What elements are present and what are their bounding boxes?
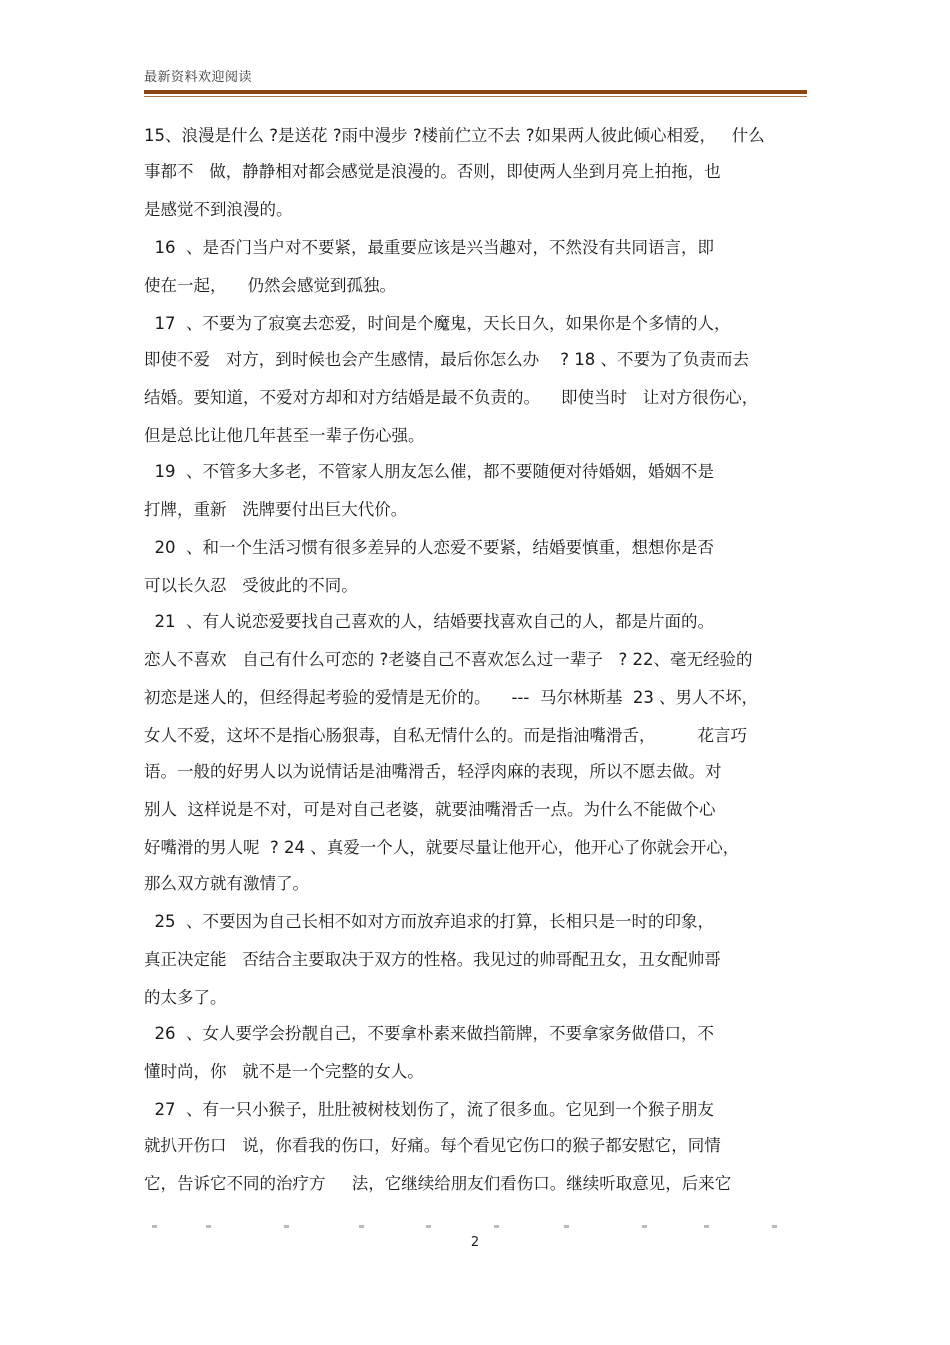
text-line: 19 、不管多大多老，不管家人朋友怎么催，都不要随便对待婚姻，婚姻不是 xyxy=(144,462,714,481)
text-line: 它，告诉它不同的治疗方 法，它继续给朋友们看伤口。继续听取意见，后来它 xyxy=(144,1174,732,1193)
text-line: 别人 这样说是不对，可是对自己老婆，就要油嘴滑舌一点。为什么不能做个心 xyxy=(144,800,716,819)
text-line: 就扒开伤口 说，你看我的伤口，好痛。每个看见它伤口的猴子都安慰它，同情 xyxy=(144,1136,721,1155)
text-line: 语。一般的好男人以为说情话是油嘴滑舌，轻浮肉麻的表现，所以不愿去做。对 xyxy=(144,762,722,781)
text-line: 事都不 做，静静相对都会感觉是浪漫的。否则，即使两人坐到月亮上拍拖，也 xyxy=(144,162,721,181)
text-line: 初恋是迷人的，但经得起考验的爱情是无价的。 --- 马尔林斯基 23 、男人不坏， xyxy=(144,688,759,707)
text-line: 使在一起， 仍然会感觉到孤独。 xyxy=(144,276,396,295)
header-divider-thin xyxy=(144,96,807,97)
text-line: 25 、不要因为自己长相不如对方而放弃追求的打算，长相只是一时的印象， xyxy=(144,912,714,931)
text-line: 好嘴滑的男人呢 ? 24 、真爱一个人，就要尽量让他开心，他开心了你就会开心， xyxy=(144,838,740,857)
header-divider xyxy=(144,90,807,94)
text-line: 恋人不喜欢 自己有什么可恋的 ?老婆自己不喜欢怎么过一辈子 ? 22、毫无经验的 xyxy=(144,650,753,669)
text-line: 20 、和一个生活习惯有很多差异的人恋爱不要紧，结婚要慎重，想想你是否 xyxy=(144,538,714,557)
page-header-title: 最新资料欢迎阅读 xyxy=(144,70,253,85)
page-number: 2 xyxy=(470,1235,480,1250)
text-line: 那么双方就有激情了。 xyxy=(144,874,309,893)
text-line: 真正决定能 否结合主要取决于双方的性格。我见过的帅哥配丑女，丑女配帅哥 xyxy=(144,950,721,969)
text-line: 16 、是否门当户对不要紧，最重要应该是兴当趣对，不然没有共同语言，即 xyxy=(144,238,714,257)
text-line: 但是总比让他几年甚至一辈子伤心强。 xyxy=(144,426,425,445)
text-line: 21 、有人说恋爱要找自己喜欢的人，结婚要找喜欢自己的人，都是片面的。 xyxy=(144,612,714,631)
text-line: 的太多了。 xyxy=(144,988,227,1007)
text-line: 26 、女人要学会扮靓自己，不要拿朴素来做挡箭牌，不要拿家务做借口，不 xyxy=(144,1024,714,1043)
text-line: 结婚。要知道，不爱对方却和对方结婚是最不负责的。 即使当时 让对方很伤心， xyxy=(144,388,759,407)
text-line: 女人不爱，这坏不是指心肠狠毒，自私无情什么的。而是指油嘴滑舌， 花言巧 xyxy=(144,726,747,745)
text-line: 27 、有一只小猴子，肚肚被树枝划伤了，流了很多血。它见到一个猴子朋友 xyxy=(144,1100,714,1119)
text-line: 打牌，重新 洗牌要付出巨大代价。 xyxy=(144,500,408,519)
text-line: 即使不爱 对方，到时候也会产生感情，最后你怎么办 ? 18 、不要为了负责而去 xyxy=(144,350,749,369)
text-line: 17 、不要为了寂寞去恋爱，时间是个魔鬼，天长日久，如果你是个多情的人， xyxy=(144,314,731,333)
cutoff-text-fragment xyxy=(144,1224,807,1230)
text-line: 15、浪漫是什么 ?是送花 ?雨中漫步 ?楼前伫立不去 ?如果两人彼此倾心相爱， 什么 xyxy=(144,126,765,145)
text-line: 懂时尚，你 就不是一个完整的女人。 xyxy=(144,1062,424,1081)
text-line: 是感觉不到浪漫的。 xyxy=(144,200,293,219)
text-line: 可以长久忍 受彼此的不同。 xyxy=(144,576,358,595)
